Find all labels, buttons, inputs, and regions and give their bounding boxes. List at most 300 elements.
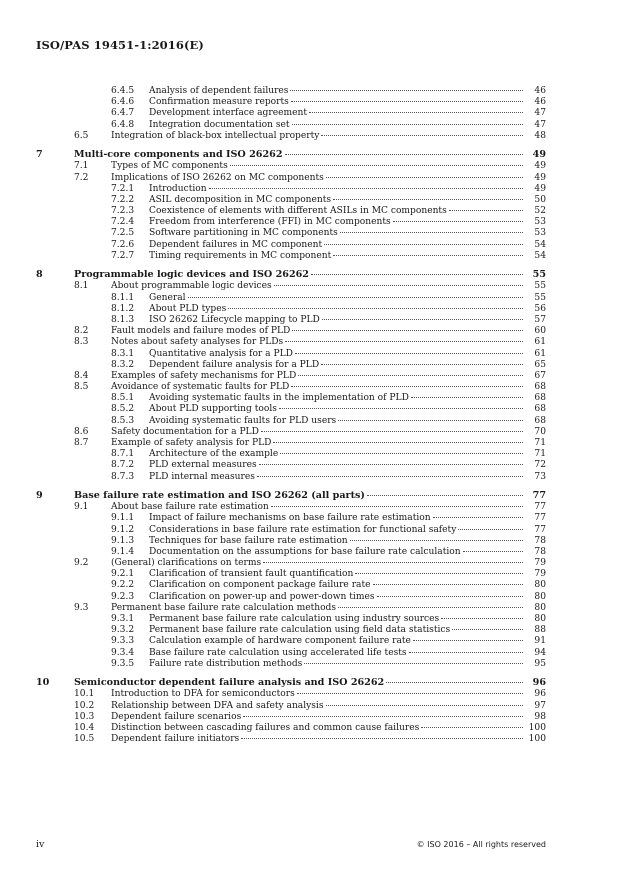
toc-entry-number: 10.4: [74, 722, 95, 733]
toc-entry-title-wrap: [111, 701, 524, 712]
toc-entry[interactable]: [36, 723, 546, 734]
toc-entry[interactable]: [36, 315, 546, 326]
toc-entry-title: Permanent base failure rate calculation using field data statistics: [149, 625, 451, 636]
dot-leader: [243, 716, 523, 717]
toc-entry-title-wrap: [111, 689, 524, 700]
toc-entry-page: 78: [534, 535, 546, 546]
toc-entry-title-wrap: [149, 569, 524, 580]
toc-entry[interactable]: [36, 689, 546, 700]
toc-entry-number: 7.2.6: [111, 239, 135, 250]
toc-entry[interactable]: [36, 240, 546, 251]
toc-entry-number: 7.1: [74, 161, 89, 172]
toc-entry[interactable]: [36, 416, 546, 427]
dot-leader: [350, 540, 523, 541]
toc-entry-title-wrap: [149, 536, 524, 547]
toc-entry-title-wrap: [149, 472, 524, 483]
toc-entry-title: Integration documentation set: [149, 119, 290, 130]
toc-entry-page: 61: [534, 348, 546, 359]
toc-entry-title-wrap: [149, 86, 524, 97]
dot-leader: [340, 232, 523, 233]
toc-entry-title-wrap: [149, 240, 524, 251]
toc-entry-title-wrap: [149, 614, 524, 625]
toc-entry-number: 6.4.7: [111, 108, 135, 119]
toc-entry-page: 73: [534, 471, 546, 482]
toc-entry-title-wrap: [149, 592, 524, 603]
toc-entry-page: 71: [534, 449, 546, 460]
toc-entry-title-wrap: [149, 120, 524, 131]
toc-entry-title-wrap: [149, 659, 524, 670]
dot-leader: [338, 420, 523, 421]
dot-leader: [377, 596, 523, 597]
toc-entry-number: 8.3.1: [111, 348, 135, 359]
toc-entry-page: 46: [534, 86, 546, 96]
dot-leader: [322, 319, 523, 320]
toc-entry-title: Clarification of transient fault quantification: [149, 569, 354, 580]
dot-leader: [411, 397, 523, 398]
toc-entry-title-wrap: [111, 161, 524, 172]
toc-entry-page: 91: [534, 636, 546, 647]
toc-entry-number: 7.2.1: [111, 183, 135, 194]
toc-entry-title: Safety documentation for a PLD: [111, 426, 259, 437]
toc-entry-title: Clarification on power-up and power-down times: [149, 591, 375, 602]
toc-entry-page: 54: [534, 239, 546, 250]
toc-entry[interactable]: [36, 701, 546, 712]
toc-entry[interactable]: [36, 161, 546, 172]
toc-entry-page: 52: [534, 206, 546, 217]
toc-entry-title-wrap: [111, 558, 524, 569]
toc-entry-page: 61: [534, 337, 546, 348]
toc-entry[interactable]: [36, 659, 546, 670]
toc-entry-number: 8.1.2: [111, 303, 135, 314]
dot-leader: [274, 285, 523, 286]
toc-entry[interactable]: [36, 120, 546, 131]
toc-entry[interactable]: [36, 97, 546, 108]
toc-entry-title-wrap: [111, 502, 524, 513]
toc-entry-number: 8.6: [74, 426, 89, 437]
toc-entry-title-wrap: [149, 404, 524, 415]
dot-leader: [413, 640, 523, 641]
dot-leader: [409, 652, 523, 653]
dot-leader: [291, 101, 523, 102]
toc-entry[interactable]: [36, 536, 546, 547]
toc-entry-page: 57: [534, 314, 546, 325]
toc-entry-title: Dependent failure scenarios: [111, 711, 242, 722]
toc-entry[interactable]: [36, 371, 546, 382]
toc-entry-title: Base failure rate calculation using accelerated life tests: [149, 647, 407, 658]
toc-entry-title: Integration of black-box intellectual property: [111, 130, 320, 141]
toc-entry-number: 8.3.2: [111, 359, 135, 370]
toc-entry-number: 8.3: [74, 337, 89, 348]
toc-entry-page: 56: [534, 303, 546, 314]
dot-leader: [257, 476, 523, 477]
dot-leader: [449, 210, 523, 211]
toc-entry-title: Clarification on component package failure rate: [149, 580, 371, 591]
toc-entry-page: 68: [534, 415, 546, 426]
toc-entry-title-wrap: [111, 382, 524, 393]
dot-leader: [292, 124, 523, 125]
toc-entry[interactable]: [36, 349, 546, 360]
toc-entry-title: Example of safety analysis for PLD: [111, 438, 272, 449]
toc-entry[interactable]: [36, 108, 546, 119]
toc-entry-number: 8.5: [74, 382, 89, 393]
toc-entry-title: Notes about safety analyses for PLDs: [111, 337, 284, 348]
toc-entry-number: 10.1: [74, 689, 95, 700]
toc-entry[interactable]: [36, 734, 546, 745]
dot-leader: [326, 177, 523, 178]
toc-entry[interactable]: [36, 502, 546, 513]
dot-leader: [324, 244, 523, 245]
toc-entry-number: 8.1.3: [111, 314, 135, 325]
dot-leader: [188, 297, 523, 298]
toc-entry-title: Avoidance of systematic faults for PLD: [111, 382, 290, 393]
toc-entry[interactable]: [36, 558, 546, 569]
toc-entry-title: Architecture of the example: [149, 449, 279, 460]
toc-entry-page: 77: [534, 502, 546, 513]
dot-leader: [433, 517, 523, 518]
toc-entry-page: 54: [534, 250, 546, 261]
toc-entry-page: 71: [534, 438, 546, 449]
toc-entry-number: 7.2.2: [111, 194, 135, 205]
toc-entry-page: 48: [534, 130, 546, 141]
toc-entry-number: 8.5.2: [111, 404, 135, 415]
toc-entry-number: 8.5.1: [111, 393, 135, 404]
toc-entry-number: 7.2.5: [111, 228, 135, 239]
toc-entry-number: 8.4: [74, 370, 89, 381]
toc-entry-number: 8.7.1: [111, 449, 135, 460]
toc-entry-number: 9.3.1: [111, 614, 135, 625]
toc-entry[interactable]: [36, 636, 546, 647]
toc-entry-title-wrap: [149, 228, 524, 239]
toc-entry-page: 49: [534, 172, 546, 183]
toc-entry[interactable]: [36, 195, 546, 206]
toc-entry-number: 9.3: [74, 602, 89, 613]
toc-entry-title: Avoiding systematic faults for PLD users: [149, 415, 337, 426]
toc-entry-page: 100: [528, 722, 546, 733]
toc-entry-title: About PLD supporting tools: [149, 404, 277, 415]
toc-entry-page: 79: [534, 558, 546, 569]
toc-entry-title-wrap: [149, 449, 524, 460]
toc-entry-title-wrap: [149, 360, 524, 371]
toc-entry-title: Quantitative analysis for a PLD: [149, 348, 293, 359]
toc-entry-title: Implications of ISO 26262 on MC components: [111, 172, 324, 183]
toc-entry[interactable]: [36, 206, 546, 217]
toc-entry[interactable]: [36, 326, 546, 337]
toc-entry-title-wrap: [111, 326, 524, 337]
dot-leader: [280, 453, 523, 454]
toc-entry-title-wrap: [149, 195, 524, 206]
toc-entry-title: PLD external measures: [149, 460, 257, 471]
toc-chapter-entry[interactable]: [36, 489, 546, 502]
toc-entry-page: 68: [534, 393, 546, 404]
toc-entry[interactable]: [36, 580, 546, 591]
toc-entry-title-wrap: [111, 131, 524, 142]
toc-entry-number: 9.3.2: [111, 625, 135, 636]
toc-entry[interactable]: [36, 625, 546, 636]
toc-entry-title: Dependent failure initiators: [111, 734, 240, 745]
toc-entry[interactable]: [36, 131, 546, 142]
dot-leader: [297, 693, 523, 694]
toc-entry[interactable]: [36, 438, 546, 449]
toc-entry-title-wrap: [149, 97, 524, 108]
toc-entry-page: 65: [534, 359, 546, 370]
toc-entry-title-wrap: [149, 251, 524, 262]
toc-entry-title-wrap: [111, 603, 524, 614]
toc-entry-title-wrap: [149, 206, 524, 217]
toc-entry-title: ASIL decomposition in MC components: [149, 194, 332, 205]
toc-entry[interactable]: [36, 304, 546, 315]
toc-entry-page: 47: [534, 108, 546, 119]
toc-entry-number: 6.4.6: [111, 97, 135, 108]
toc-entry-title: Types of MC components: [111, 161, 228, 172]
dot-leader: [241, 738, 523, 739]
toc-entry-title-wrap: [149, 625, 524, 636]
dot-leader: [228, 308, 523, 309]
toc-entry-number: 9.1: [74, 502, 89, 513]
toc-entry-title: About programmable logic devices: [111, 281, 272, 292]
toc-entry-page: 80: [534, 591, 546, 602]
dot-leader: [279, 408, 523, 409]
toc-entry-title-wrap: [111, 723, 524, 734]
toc-entry[interactable]: [36, 337, 546, 348]
toc-entry-number: 9.3.3: [111, 636, 135, 647]
toc-entry-page: 60: [534, 326, 546, 337]
toc-chapter-entry[interactable]: [36, 268, 546, 281]
toc-entry-title-wrap: [149, 393, 524, 404]
toc-entry[interactable]: [36, 460, 546, 471]
dot-leader: [304, 663, 523, 664]
toc-entry[interactable]: [36, 393, 546, 404]
toc-entry-title: ISO 26262 Lifecycle mapping to PLD: [149, 314, 320, 325]
toc-entry-number: 7.2.3: [111, 206, 135, 217]
toc-entry-title-wrap: [149, 315, 524, 326]
toc-entry-number: 9.1.3: [111, 535, 135, 546]
toc-entry-page: 80: [534, 580, 546, 591]
toc-entry-title: Development interface agreement: [149, 108, 307, 119]
dot-leader: [393, 221, 523, 222]
toc-entry-title: About base failure rate estimation: [111, 502, 269, 513]
toc-entry-page: 46: [534, 97, 546, 108]
toc-entry-page: 95: [534, 658, 546, 669]
toc-entry-number: 10.5: [74, 734, 95, 745]
dot-leader: [271, 506, 523, 507]
toc-entry-page: 47: [534, 119, 546, 130]
toc-entry-number: 9.2.2: [111, 580, 135, 591]
toc-entry-number: 8.7: [74, 438, 89, 449]
toc-entry-number: 9.1.1: [111, 513, 135, 524]
toc-entry-title: Examples of safety mechanisms for PLD: [111, 370, 297, 381]
toc-entry-title-wrap: [111, 427, 524, 438]
toc-entry-title: General: [149, 292, 186, 303]
toc-entry-number: 8.7.3: [111, 471, 135, 482]
toc-entry-title: Relationship between DFA and safety analysis: [111, 700, 324, 711]
toc-entry-page: 97: [534, 700, 546, 711]
toc-entry-title-wrap: [111, 173, 524, 184]
toc-entry-number: 6.4.8: [111, 119, 135, 130]
toc-entry-page: 80: [534, 602, 546, 613]
toc-entry-number: 10: [36, 676, 50, 688]
toc-entry-number: 8.2: [74, 326, 89, 337]
toc-entry[interactable]: [36, 427, 546, 438]
toc-entry-page: 53: [534, 217, 546, 228]
dot-leader: [338, 607, 523, 608]
toc-entry-page: 100: [528, 734, 546, 745]
toc-entry-title-wrap: [149, 636, 524, 647]
toc-entry-title: Permanent base failure rate calculation using industry sources: [149, 614, 440, 625]
dot-leader: [290, 90, 523, 91]
toc-entry[interactable]: [36, 173, 546, 184]
toc-entry-title-wrap: [149, 513, 524, 524]
dot-leader: [263, 562, 523, 563]
toc-entry-title: Confirmation measure reports: [149, 97, 289, 108]
toc-entry-title-wrap: [149, 460, 524, 471]
toc-entry-title: About PLD types: [149, 303, 227, 314]
toc-entry[interactable]: [36, 648, 546, 659]
toc-entry-page: 70: [534, 426, 546, 437]
toc-entry[interactable]: [36, 360, 546, 371]
toc-entry-title-wrap: [111, 712, 524, 723]
toc-entry-number: 10.3: [74, 711, 95, 722]
toc-entry-number: 7.2.7: [111, 250, 135, 261]
toc-entry-page: 79: [534, 569, 546, 580]
toc-entry-title: Calculation example of hardware component failure rate: [149, 636, 411, 647]
toc-entry-title: Base failure rate estimation and ISO 26262 (all parts): [74, 489, 365, 501]
toc-entry-number: 8.5.3: [111, 415, 135, 426]
toc-entry-title: Semiconductor dependent failure analysis and ISO 26262: [74, 676, 385, 688]
toc-entry[interactable]: [36, 472, 546, 483]
toc-entry[interactable]: [36, 382, 546, 393]
toc-entry[interactable]: [36, 547, 546, 558]
dot-leader: [285, 154, 524, 155]
toc-entry-title-wrap: [74, 489, 524, 502]
toc-entry[interactable]: [36, 293, 546, 304]
toc-entry-page: 67: [534, 370, 546, 381]
dot-leader: [273, 442, 523, 443]
dot-leader: [321, 364, 523, 365]
dot-leader: [292, 330, 523, 331]
toc-entry-number: 10.2: [74, 700, 95, 711]
toc-entry-number: 9.2: [74, 558, 89, 569]
toc-entry-page: 72: [534, 460, 546, 471]
dot-leader: [311, 274, 523, 275]
dot-leader: [386, 682, 523, 683]
toc-entry-title: Distinction between cascading failures and common cause failures: [111, 722, 420, 733]
toc-entry-page: 50: [534, 194, 546, 205]
toc-entry[interactable]: [36, 712, 546, 723]
toc-entry-page: 55: [534, 292, 546, 303]
toc-entry[interactable]: [36, 449, 546, 460]
toc-entry-page: 94: [534, 647, 546, 658]
toc-entry-title-wrap: [149, 217, 524, 228]
toc-entry-title: Introduction: [149, 183, 207, 194]
toc-entry[interactable]: [36, 86, 546, 97]
toc-entry[interactable]: [36, 592, 546, 603]
dot-leader: [452, 629, 523, 630]
toc-entry-title: Documentation on the assumptions for base failure rate calculation: [149, 546, 461, 557]
toc-entry-number: 9.3.4: [111, 647, 135, 658]
dot-leader: [458, 529, 523, 530]
page-number: iv: [36, 839, 45, 850]
toc-entry-title-wrap: [74, 676, 524, 689]
table-of-contents: [36, 86, 546, 745]
toc-chapter-entry[interactable]: [36, 148, 546, 161]
toc-entry[interactable]: [36, 251, 546, 262]
toc-entry-page: 49: [534, 161, 546, 172]
toc-entry[interactable]: [36, 513, 546, 524]
toc-entry-title: Dependent failures in MC component: [149, 239, 323, 250]
toc-entry-title: Impact of failure mechanisms on base failure rate estimation: [149, 513, 431, 524]
dot-leader: [333, 255, 523, 256]
toc-entry[interactable]: [36, 404, 546, 415]
toc-entry-title-wrap: [149, 525, 524, 536]
dot-leader: [463, 551, 523, 552]
dot-leader: [298, 375, 523, 376]
toc-entry-number: 9: [36, 489, 43, 501]
toc-entry-title: Analysis of dependent failures: [149, 86, 289, 96]
toc-entry-title: Timing requirements in MC component: [149, 250, 332, 261]
toc-entry-number: 7: [36, 148, 43, 160]
dot-leader: [326, 705, 523, 706]
copyright-notice: © ISO 2016 – All rights reserved: [416, 840, 546, 849]
toc-entry-page: 68: [534, 382, 546, 393]
toc-entry-page: 77: [532, 489, 546, 501]
dot-leader: [321, 135, 523, 136]
toc-entry-page: 96: [534, 689, 546, 700]
toc-entry-title-wrap: [149, 184, 524, 195]
toc-entry-title: Multi-core components and ISO 26262: [74, 148, 283, 160]
dot-leader: [333, 199, 523, 200]
toc-entry-title-wrap: [149, 648, 524, 659]
toc-entry[interactable]: [36, 184, 546, 195]
toc-entry[interactable]: [36, 603, 546, 614]
dot-leader: [291, 386, 523, 387]
toc-entry-title: PLD internal measures: [149, 471, 255, 482]
document-id-header: ISO/PAS 19451-1:2016(E): [36, 38, 204, 52]
toc-entry-number: 7.2: [74, 172, 89, 183]
toc-entry-page: 55: [534, 281, 546, 292]
toc-entry-title: Freedom from interference (FFI) in MC components: [149, 217, 391, 228]
toc-entry[interactable]: [36, 281, 546, 292]
toc-entry[interactable]: [36, 525, 546, 536]
toc-entry-title-wrap: [74, 148, 524, 161]
toc-entry-number: 9.1.2: [111, 524, 135, 535]
toc-entry-title-wrap: [111, 371, 524, 382]
toc-entry-page: 53: [534, 228, 546, 239]
dot-leader: [209, 188, 523, 189]
toc-entry-title: (General) clarifications on terms: [111, 558, 262, 569]
toc-entry-title: Considerations in base failure rate estimation for functional safety: [149, 524, 457, 535]
dot-leader: [295, 353, 523, 354]
dot-leader: [309, 112, 523, 113]
toc-entry-page: 68: [534, 404, 546, 415]
toc-entry[interactable]: [36, 217, 546, 228]
toc-entry-title-wrap: [111, 281, 524, 292]
dot-leader: [355, 573, 523, 574]
toc-entry-page: 55: [532, 269, 546, 281]
toc-chapter-entry[interactable]: [36, 676, 546, 689]
toc-entry[interactable]: [36, 614, 546, 625]
toc-entry-title-wrap: [111, 337, 524, 348]
toc-entry-page: 49: [532, 148, 546, 160]
toc-entry-number: 8.1.1: [111, 292, 135, 303]
toc-entry-number: 9.1.4: [111, 546, 135, 557]
toc-entry-title-wrap: [149, 349, 524, 360]
toc-entry-number: 9.2.1: [111, 569, 135, 580]
toc-entry-title-wrap: [111, 734, 524, 745]
toc-entry-title-wrap: [74, 268, 524, 281]
toc-entry[interactable]: [36, 228, 546, 239]
toc-entry-title: Failure rate distribution methods: [149, 658, 303, 669]
toc-entry[interactable]: [36, 569, 546, 580]
